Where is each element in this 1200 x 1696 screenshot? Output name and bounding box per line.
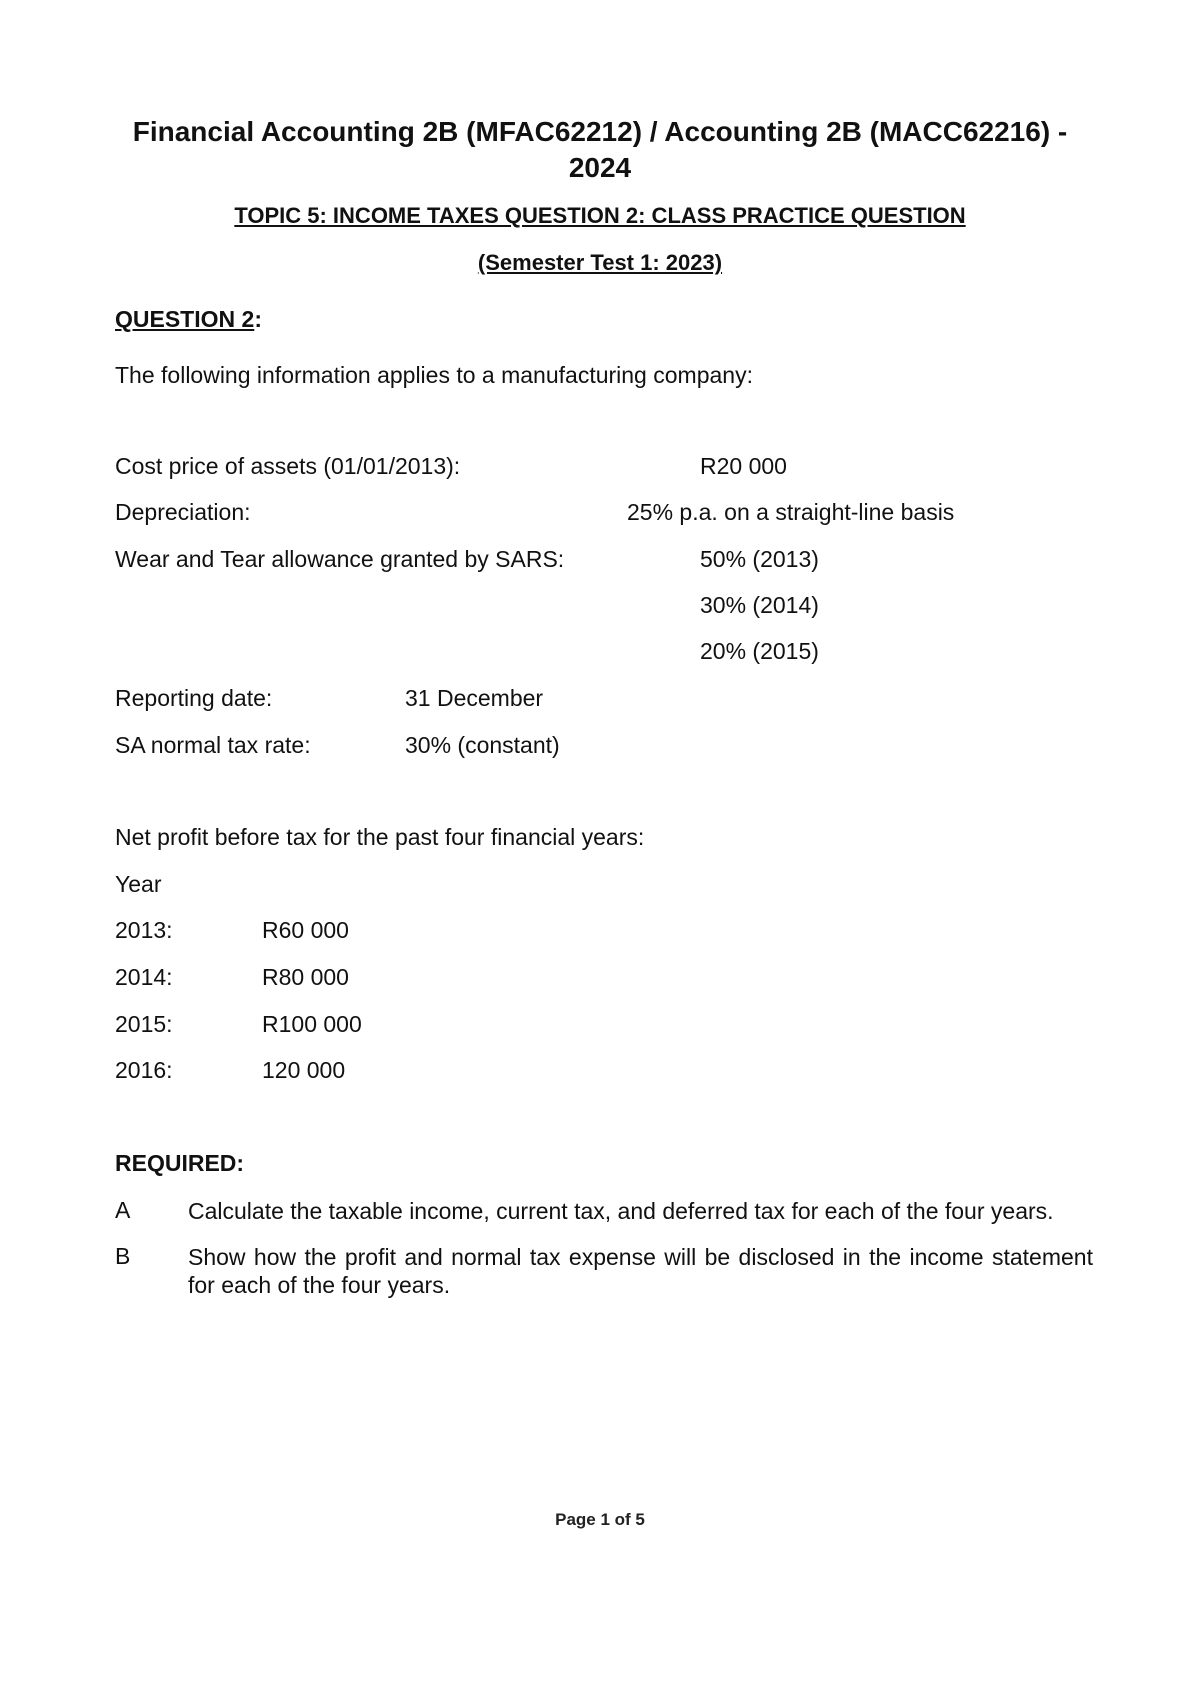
profit-year-2015: 2015: <box>115 1011 173 1037</box>
cost-value: R20 000 <box>700 453 787 479</box>
required-letter-b: B <box>115 1243 131 1269</box>
cost-label: Cost price of assets (01/01/2013): <box>115 453 461 479</box>
tax-rate-label: SA normal tax rate: <box>115 732 311 758</box>
profit-amount-2016: 120 000 <box>262 1057 346 1083</box>
wear-value-2013: 50% (2013) <box>700 546 819 572</box>
profit-year-2016: 2016: <box>115 1057 173 1083</box>
required-text-b: Show how the profit and normal tax expense will be disclosed in the income statement for each of the four years. <box>188 1244 1093 1298</box>
reporting-value: 31 December <box>405 685 544 711</box>
question-heading-colon: : <box>254 306 262 332</box>
subtopic-heading: (Semester Test 1: 2023) <box>477 250 723 275</box>
wear-value-2015: 20% (2015) <box>700 638 819 664</box>
required-letter-a: A <box>115 1197 131 1223</box>
required-text-a: Calculate the taxable income, current tax, and deferred tax for each of the four years. <box>188 1198 1054 1224</box>
page-footer: Page 1 of 5 <box>555 1510 645 1529</box>
document-title <box>110 114 1090 186</box>
profit-amount-2015: R100 000 <box>262 1011 362 1037</box>
question-heading-text: QUESTION 2 <box>115 306 255 332</box>
profit-year-2014: 2014: <box>115 964 173 990</box>
question-heading <box>115 306 262 333</box>
wear-value-2014: 30% (2014) <box>700 592 819 618</box>
required-heading: REQUIRED: <box>115 1150 245 1176</box>
depreciation-value: 25% p.a. on a straight-line basis <box>627 499 955 525</box>
profit-year-2013: 2013: <box>115 917 173 943</box>
topic-heading: TOPIC 5: INCOME TAXES QUESTION 2: CLASS PRACTICE QUESTION <box>234 203 966 228</box>
tax-rate-value: 30% (constant) <box>405 732 560 758</box>
intro-text: The following information applies to a manufacturing company: <box>115 362 753 388</box>
title-line-1: Financial Accounting 2B (MFAC62212) / Accounting 2B (MACC62216) - <box>132 116 1068 147</box>
profit-amount-2014: R80 000 <box>262 964 349 990</box>
year-header: Year <box>115 871 162 897</box>
reporting-label: Reporting date: <box>115 685 273 711</box>
depreciation-label: Depreciation: <box>115 499 251 525</box>
profit-intro: Net profit before tax for the past four financial years: <box>115 824 645 850</box>
profit-amount-2013: R60 000 <box>262 917 349 943</box>
wear-label: Wear and Tear allowance granted by SARS: <box>115 546 565 572</box>
title-line-2: 2024 <box>568 152 632 183</box>
